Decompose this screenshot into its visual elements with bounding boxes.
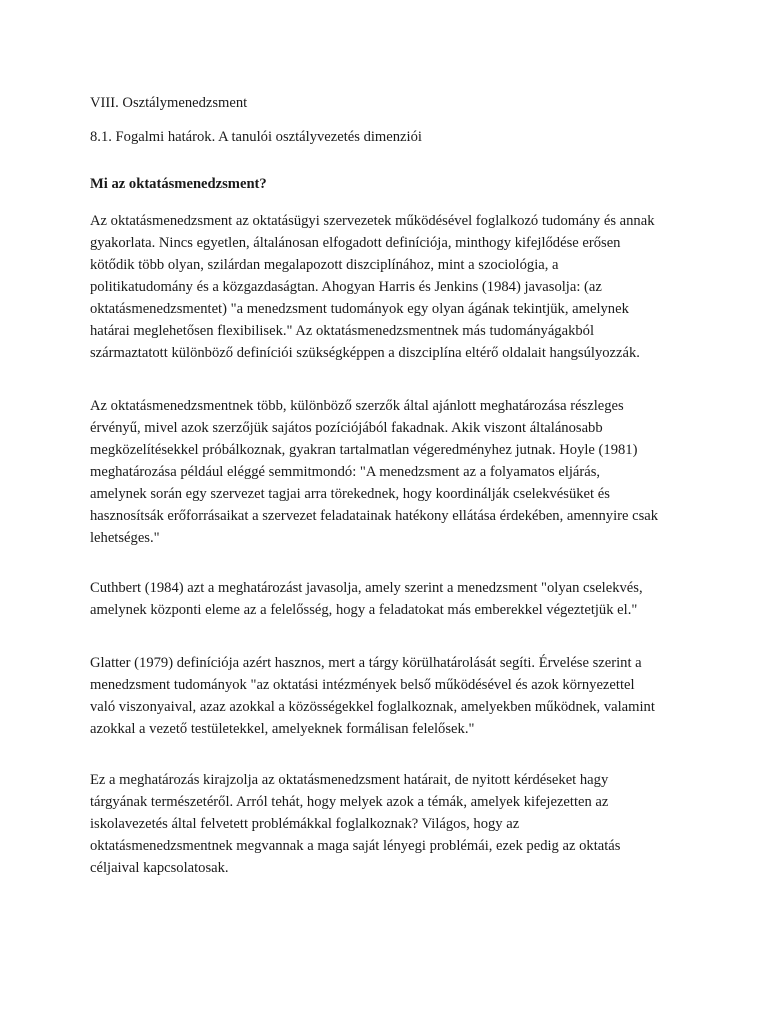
paragraph-4 xyxy=(90,652,690,740)
paragraph-line: céljaival kapcsolatosak. xyxy=(90,860,229,876)
paragraph-line: Az oktatásmenedzsment az oktatásügyi szervezetek működésével foglalkozó tudomány és annak xyxy=(90,213,655,229)
paragraph-line: megközelítésekkel próbálkoznak, gyakran tartalmatlan végeredményhez jutnak. Hoyle (1981) xyxy=(90,442,638,458)
paragraph-line: iskolavezetés által felvetett problémákkal foglalkoznak? Világos, hogy az xyxy=(90,816,520,832)
paragraph-5 xyxy=(90,769,690,879)
paragraph-line: lehetséges." xyxy=(90,530,160,546)
paragraph-3 xyxy=(90,577,690,621)
paragraph-line: politikatudomány és a közgazdaságtan. Ahogyan Harris és Jenkins (1984) javasolja: (az xyxy=(90,279,602,295)
paragraph-line: Ez a meghatározás kirajzolja az oktatásmenedzsment határait, de nyitott kérdéseket hagy xyxy=(90,772,609,788)
paragraph-line: tárgyának természetéről. Arról tehát, hogy melyek azok a témák, amelyek kifejezetten az xyxy=(90,794,609,810)
paragraph-line: azokkal a vezető testületekkel, amelyeknek formálisan felelősek." xyxy=(90,721,475,737)
question-heading: Mi az oktatásmenedzsment? xyxy=(90,176,267,192)
paragraph-line: Glatter (1979) definíciója azért hasznos, mert a tárgy körülhatárolását segíti. Érvelése szerint a xyxy=(90,655,642,671)
paragraph-line: amelynek központi eleme az a felelősség, hogy a feladatokat más emberekkel végeztetjük el." xyxy=(90,602,638,618)
paragraph-line: gyakorlata. Nincs egyetlen, általánosan elfogadott definíciója, minthogy kifejlődése erősen xyxy=(90,235,621,251)
paragraph-line: érvényű, mivel azok szerzőjük sajátos pozíciójából fakadnak. Akik viszont általánosabb xyxy=(90,420,603,436)
paragraph-line: oktatásmenedzsmentnek megvannak a maga saját lényegi problémái, ezek pedig az oktatás xyxy=(90,838,621,854)
paragraph-line: meghatározása például eléggé semmitmondó: "A menedzsment az a folyamatos eljárás, xyxy=(90,464,601,480)
paragraph-2 xyxy=(90,395,690,549)
paragraph-line: hasznosítsák erőforrásaikat a szervezet feladatainak hatékony ellátása érdekében, amennyire csak xyxy=(90,508,659,524)
section-title: 8.1. Fogalmi határok. A tanulói osztályvezetés dimenziói xyxy=(90,129,422,145)
paragraph-line: oktatásmenedzsmentet) "a menedzsment tudományok egy olyan ágának tekintjük, amelynek xyxy=(90,301,629,317)
paragraph-line: amelynek során egy szervezet tagjai arra törekednek, hogy koordinálják cselekvésüket és xyxy=(90,486,610,502)
paragraph-line: menedzsment tudományok "az oktatási intézmények belső működésével és azok környezettel xyxy=(90,677,635,693)
paragraph-line: Cuthbert (1984) azt a meghatározást javasolja, amely szerint a menedzsment "olyan cselekvés, xyxy=(90,580,643,596)
paragraph-line: való viszonyaival, azaz azokkal a közösségekkel foglalkoznak, amelyekben működnek, valamint xyxy=(90,699,655,715)
paragraph-line: kötődik több olyan, szilárdan megalapozott diszciplínához, mint a szociológia, a xyxy=(90,257,559,273)
paragraph-line: határai meglehetősen flexibilisek." Az oktatásmenedzsmentnek más tudományágakból xyxy=(90,323,595,339)
paragraph-1 xyxy=(90,210,690,364)
chapter-title: VIII. Osztálymenedzsment xyxy=(90,95,248,111)
paragraph-line: származtatott különböző definíciói szükségképpen a diszciplína eltérő oldalait hangsúlyozzák. xyxy=(90,345,640,361)
paragraph-line: Az oktatásmenedzsmentnek több, különböző szerzők által ajánlott meghatározása részleges xyxy=(90,398,624,414)
